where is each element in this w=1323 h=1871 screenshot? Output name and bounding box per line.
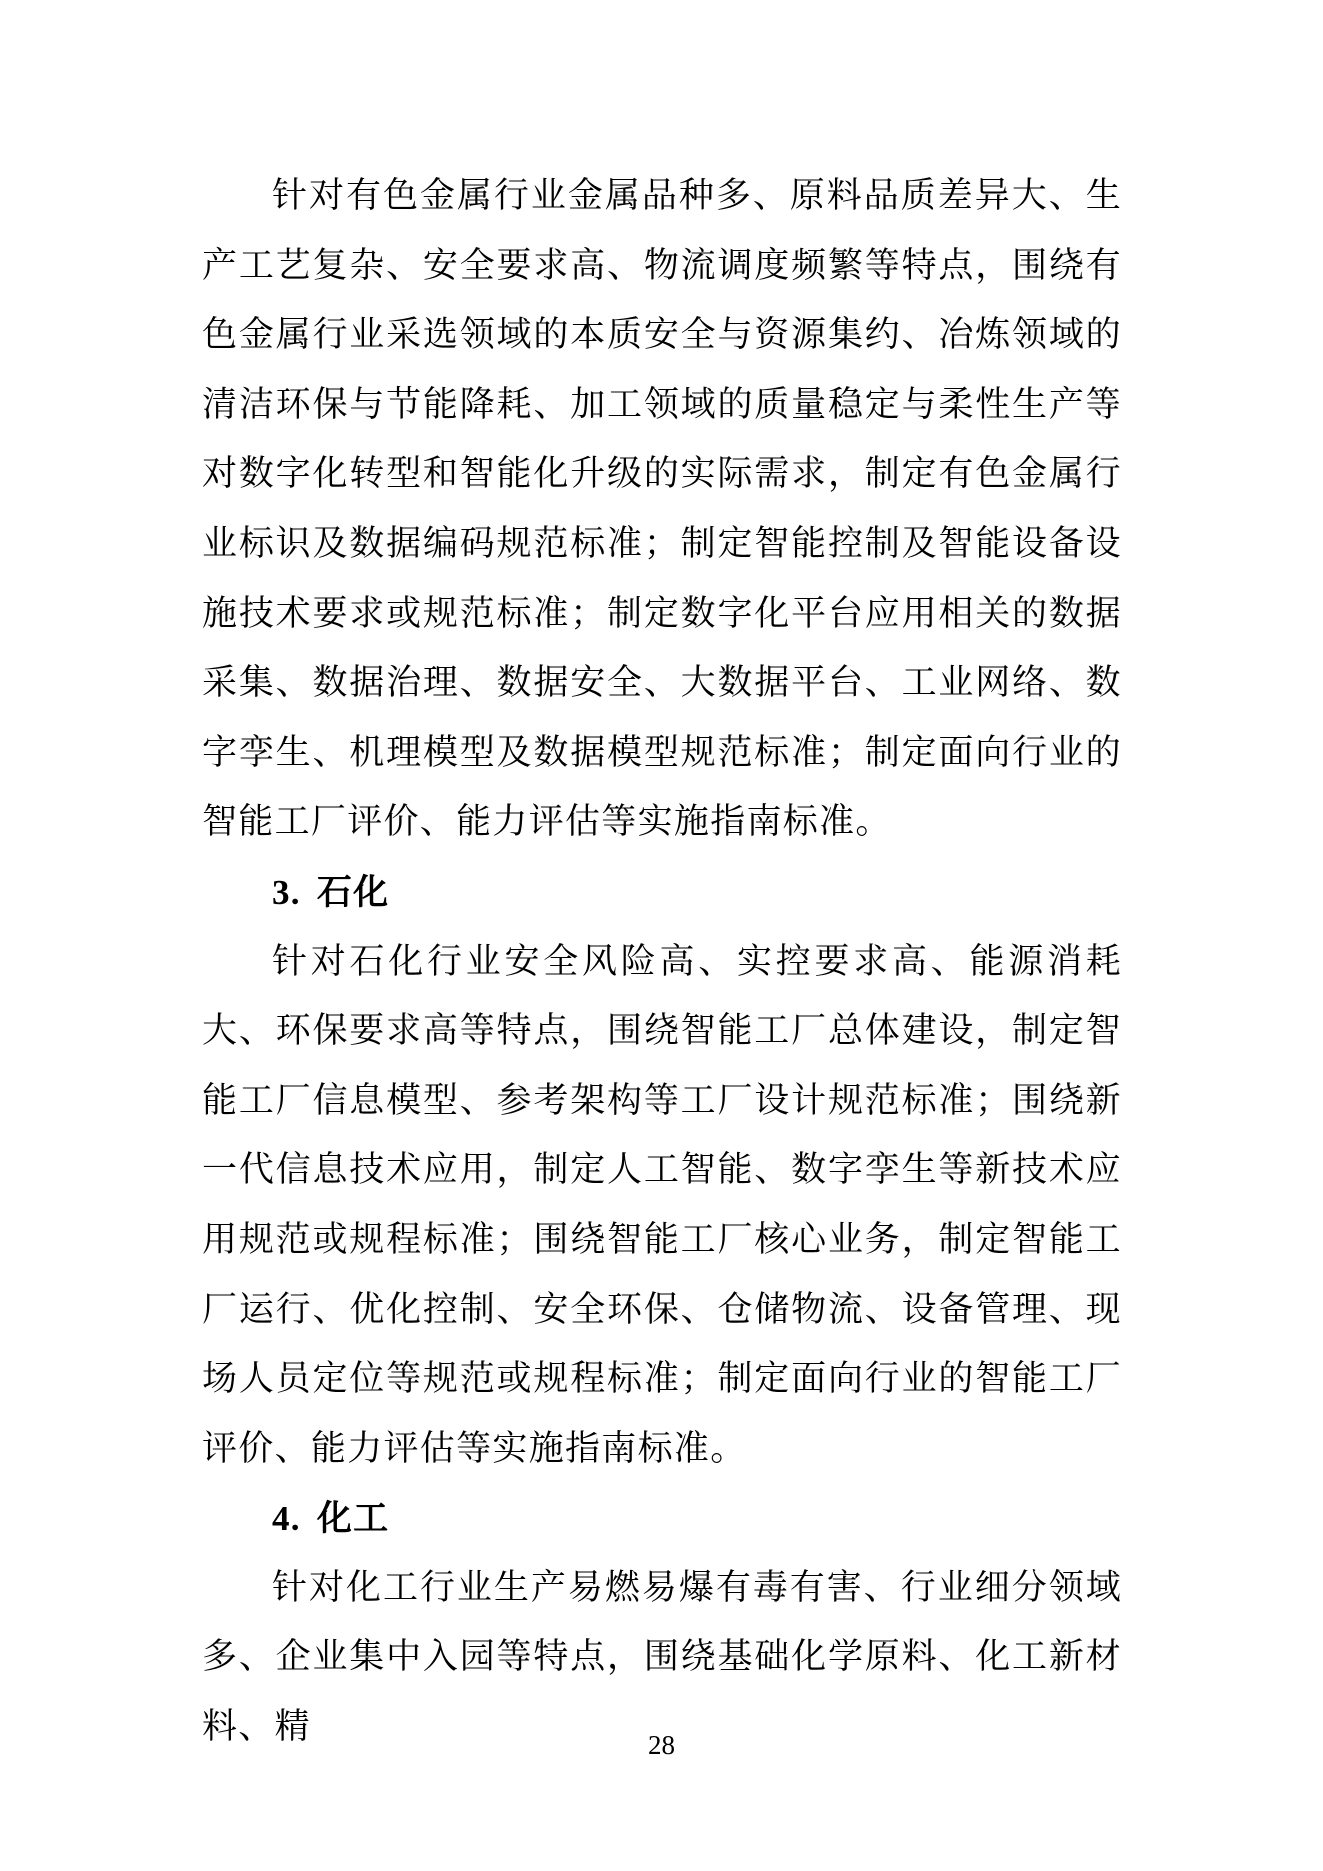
paragraph-chemical: 针对化工行业生产易燃易爆有毒有害、行业细分领域多、企业集中入园等特点，围绕基础化学原料、化工新材料、精 <box>202 1567 1122 1748</box>
body-text <box>202 162 1122 1763</box>
paragraph-nonferrous-metals: 针对有色金属行业金属品种多、原料品质差异大、生产工艺复杂、安全要求高、物流调度频繁等特点，围绕有色金属行业采选领域的本质安全与资源集约、冶炼领域的清洁环保与节能降耗、加工领域的质量稳定与柔性生产等对数字化转型和智能化升级的实际需求，制定有色金属行业标识及数据编码规范标准；制定智能控制及智能设备设施技术要求或规范标准；制定数字化平台应用相关的数据采集、数据治理、数据安全、大数据平台、工业网络、数字孪生、机理模型及数据模型规范标准；制定面向行业的智能工厂评价、能力评估等实施指南标准。 <box>202 176 1122 843</box>
section-number: 3. <box>272 872 301 912</box>
paragraph-petrochemical: 针对石化行业安全风险高、实控要求高、能源消耗大、环保要求高等特点，围绕智能工厂总体建设，制定智能工厂信息模型、参考架构等工厂设计规范标准；围绕新一代信息技术应用，制定人工智能、数字孪生等新技术应用规范或规程标准；围绕智能工厂核心业务，制定智能工厂运行、优化控制、安全环保、仓储物流、设备管理、现场人员定位等规范或规程标准；制定面向行业的智能工厂评价、能力评估等实施指南标准。 <box>202 941 1122 1469</box>
section-number: 4. <box>272 1499 301 1539</box>
section-heading-chemical <box>202 1484 1122 1554</box>
section-title: 化工 <box>316 1498 390 1540</box>
page-number: 28 <box>648 1730 675 1760</box>
section-title: 石化 <box>316 871 390 913</box>
section-heading-petrochemical <box>202 858 1122 928</box>
